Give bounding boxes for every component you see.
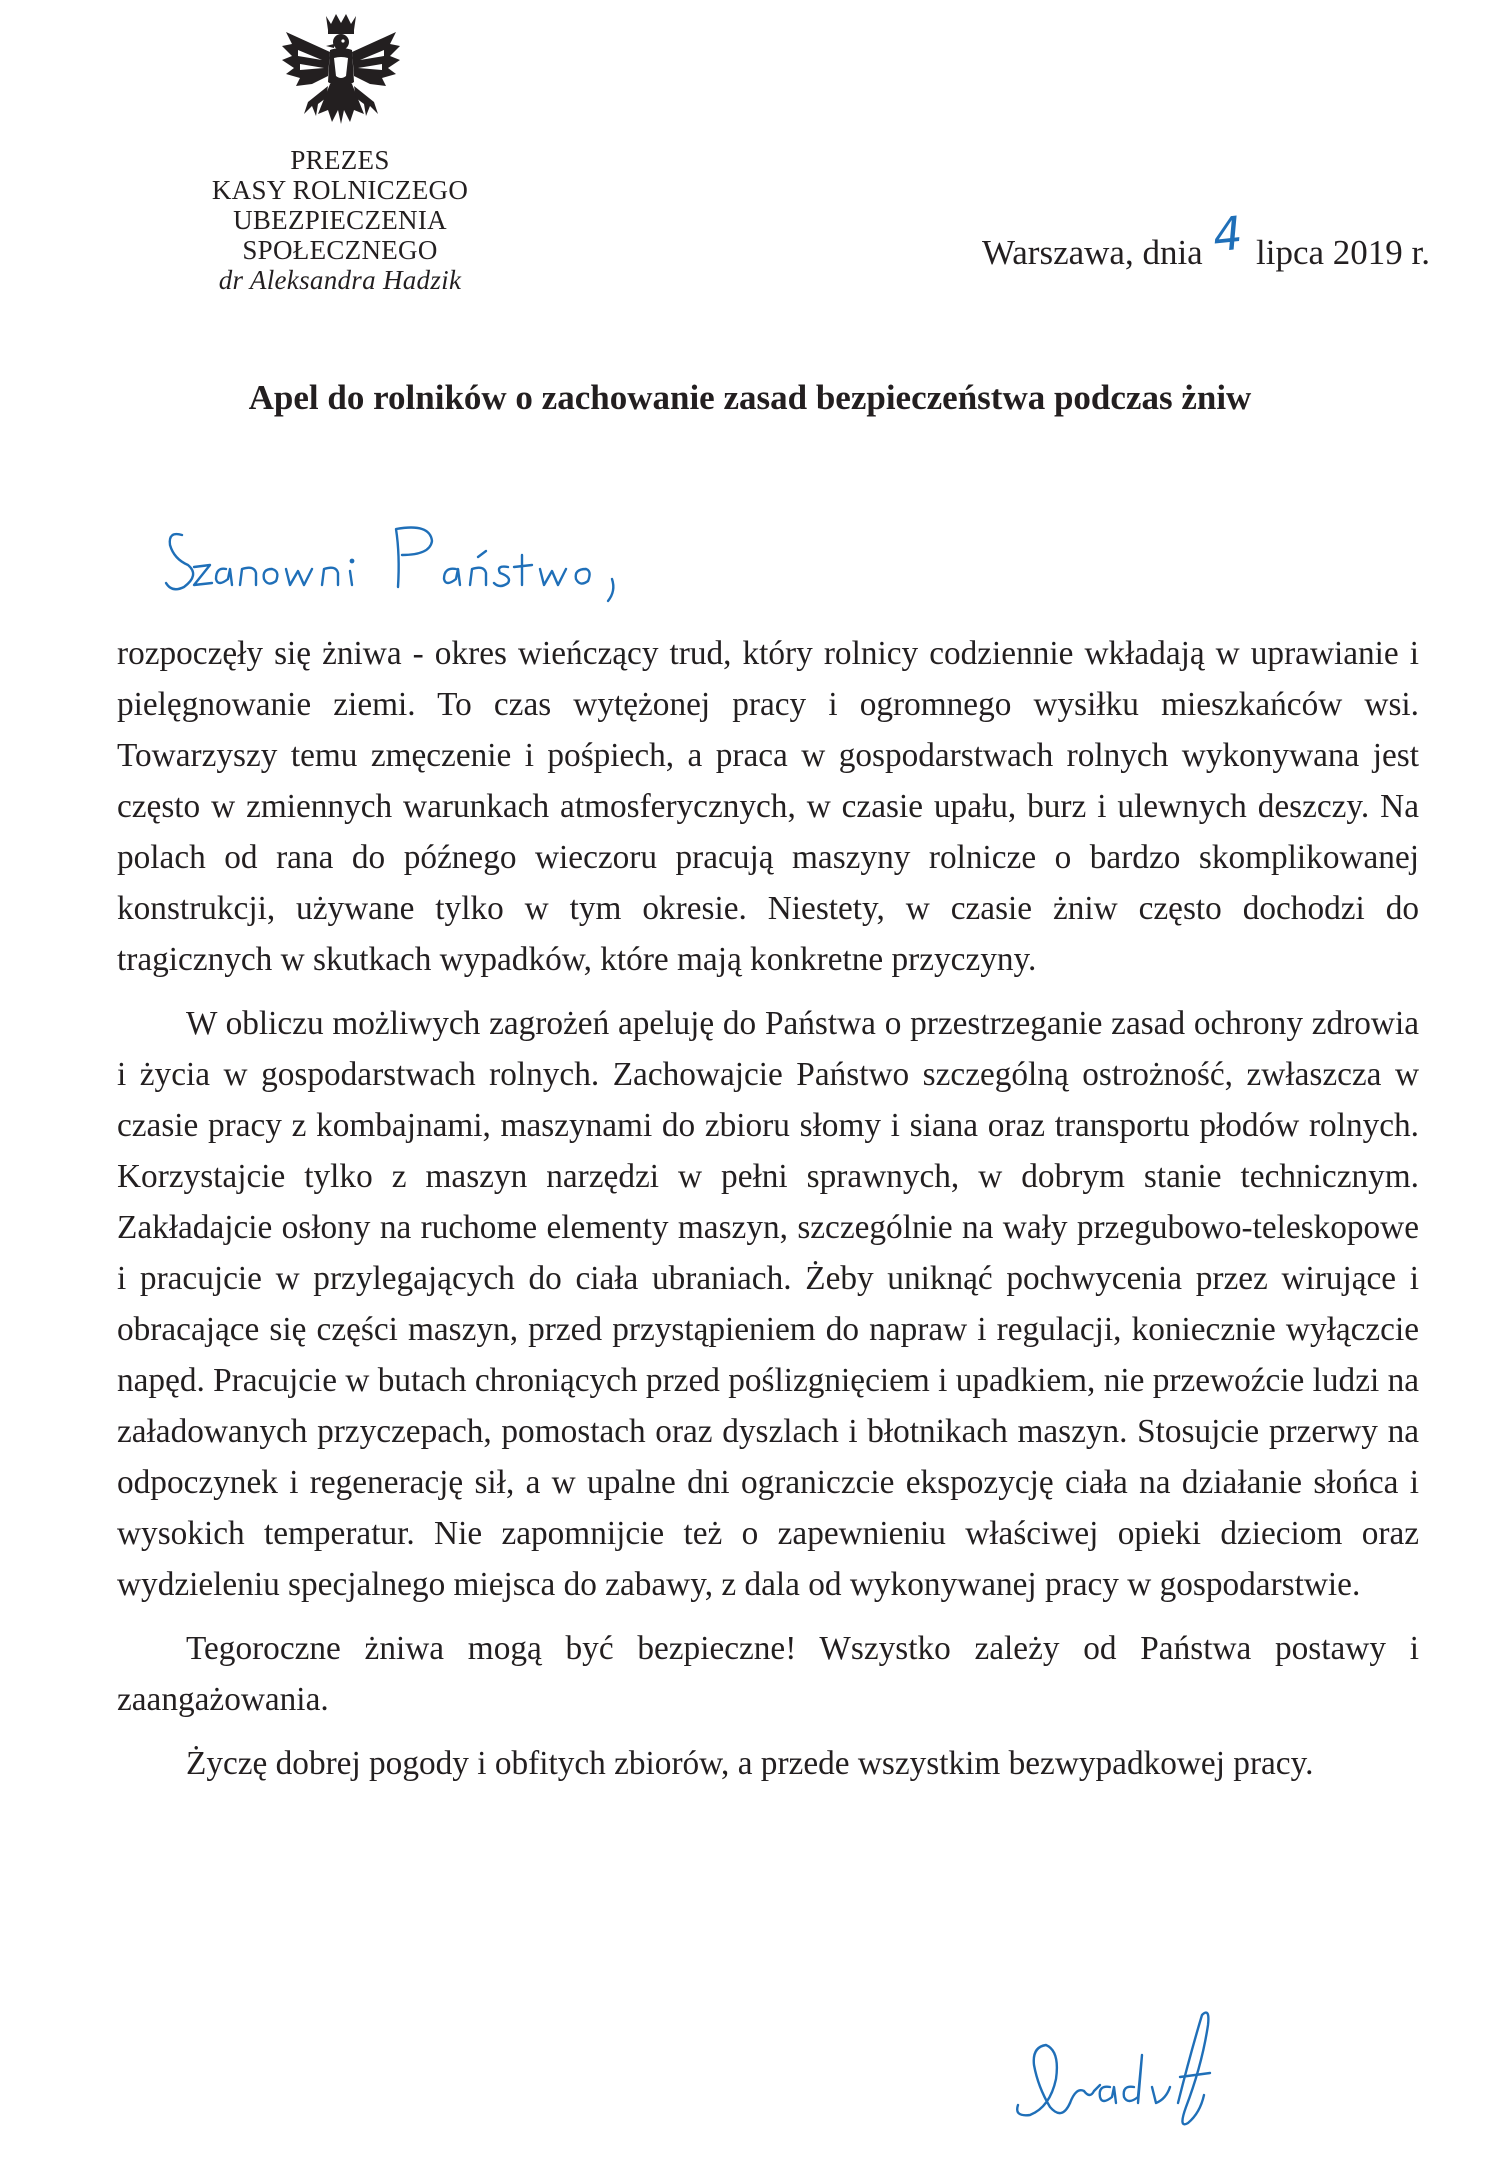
body-paragraph: Tegoroczne żniwa mogą być bezpieczne! Wszystko zależy od Państwa postawy i zaangażowania. bbox=[117, 1630, 1419, 1718]
sender-title: PREZES bbox=[290, 145, 390, 175]
sender-block bbox=[150, 145, 530, 295]
date-line bbox=[982, 205, 1430, 273]
letter-body bbox=[117, 628, 1419, 1802]
date-place: Warszawa, dnia bbox=[982, 233, 1203, 272]
eagle-emblem-icon bbox=[278, 10, 404, 136]
body-paragraph: Życzę dobrej pogody i obfitych zbiorów, a przede wszystkim bezwypadkowej pracy. bbox=[186, 1745, 1314, 1782]
body-paragraph: rozpoczęły się żniwa - okres wieńczący trud, który rolnicy codziennie wkładają w uprawianie i pielęgnowanie ziemi. To czas wytężonej pracy i ogromnego wysiłku mieszkańców wsi. Towarzyszy temu zmęczenie i pośpiech, a praca w gospodarstwach rolnych wykonywana jest często w zmiennych warunkach atmosferycznych, w czasie upału, burz i ulewnych deszczy. Na polach od rana do późnego wieczoru pracują maszyny rolnicze o bardzo skomplikowanej konstrukcji, używane tylko w tym okresie. Niestety, w czasie żniw często dochodzi do tragicznych w skutkach wypadków, które mają konkretne przyczyny. bbox=[117, 635, 1419, 978]
sender-name: dr Aleksandra Hadzik bbox=[218, 265, 462, 295]
sender-institution-line2: UBEZPIECZENIA SPOŁECZNEGO bbox=[233, 205, 447, 265]
sender-institution-line1: KASY ROLNICZEGO bbox=[211, 175, 469, 205]
handwritten-salutation bbox=[160, 505, 720, 615]
body-paragraph: W obliczu możliwych zagrożeń apeluję do Państwa o przestrzeganie zasad ochrony zdrowia i życia w gospodarstwach rolnych. Zachowajcie Państwo szczególną ostrożność, zwłaszcza w czasie pracy z kombajnami, maszynami do zbioru słomy i siana oraz transportu płodów rolnych. Korzystajcie tylko z maszyn narzędzi w pełni sprawnych, w dobrym stanie technicznym. Zakładajcie osłony na ruchome elementy maszyn, szczególnie na wały przegubowo-teleskopowe i pracujcie w przylegających do ciała ubraniach. Żeby uniknąć pochwycenia przez wirujące i obracające się części maszyn, przed przystąpieniem do napraw i regulacji, koniecznie wyłączcie napęd. Pracujcie w butach chroniących przed poślizgnięciem i upadkiem, nie przewoźcie ludzi na załadowanych przyczepach, pomostach oraz dyszlach i błotnikach maszyn. Stosujcie przerwy na odpoczynek i regenerację sił, a w upalne dni ograniczcie ekspozycję ciała na działanie słońca i wysokich temperatur. Nie zapomnijcie też o zapewnieniu właściwej opieki dzieciom oraz wydzieleniu specjalnego miejsca do zabawy, z dala od wykonywanej pracy w gospodarstwie. bbox=[117, 1005, 1419, 1603]
document-title: Apel do rolników o zachowanie zasad bezpieczeństwa podczas żniw bbox=[248, 378, 1252, 417]
date-month-year: lipca 2019 r. bbox=[1256, 233, 1430, 272]
handwritten-signature bbox=[1010, 1995, 1260, 2135]
date-day-handwritten: 4 bbox=[1209, 205, 1245, 263]
